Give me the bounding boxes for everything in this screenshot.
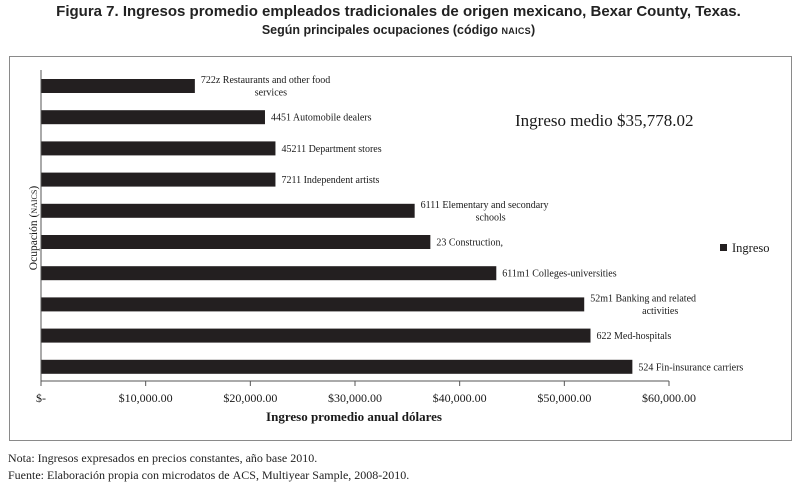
bar-label [502,269,616,280]
bar-label-line: 7211 Independent artists [281,175,380,187]
bar-label-line: 45211 Department stores [281,143,382,155]
bar [41,235,430,249]
legend-label: Ingreso [732,241,770,255]
figure-note: Nota: Ingresos expresados en precios constantes, año base 2010. [8,451,318,465]
legend-swatch [720,244,727,251]
bar [41,141,275,155]
x-tick-label: $60,000.00 [642,391,696,405]
bar-label [421,200,549,224]
bar-label-line: services [254,87,287,99]
bar-label-line: schools [475,212,506,224]
bar-label [590,293,696,317]
bar-label-line: 722z Restaurants and other food [200,75,331,86]
y-axis-label-code: NAICS [30,189,39,214]
figure-title: Figura 7. Ingresos promedio empleados tradicionales de origen mexicano, Bexar County, Texas. [56,3,741,20]
source-acs: ACS [232,468,256,482]
x-tick-label: $- [36,391,46,405]
bar [41,266,496,280]
legend [720,241,770,255]
bar-label-line: activities [642,305,679,317]
bar [41,173,275,187]
bar-label-line: 611m1 Colleges-universities [502,268,617,280]
bar-label-line: 4451 Automobile dealers [270,112,372,124]
y-axis-label [28,186,40,271]
x-axis-label: Ingreso promedio anual dólares [266,409,442,424]
bar-label-line: 23 Construction, [436,237,504,249]
bar-label [281,144,381,155]
bar [41,110,265,124]
bar-label [436,238,503,249]
x-tick-label: $30,000.00 [328,391,382,405]
source-suffix: , Multiyear Sample, 2008-2010. [255,468,410,482]
subtitle-end: ) [530,23,536,37]
bar-label-line: 52m1 Banking and related [590,293,697,305]
figure-source [8,468,409,483]
bar [41,297,584,311]
bar-label-line: 6111 Elementary and secondary [420,199,549,211]
bar-label-line: 524 Fin-insurance carriers [638,362,744,374]
bar [41,79,195,93]
bar-label [638,362,743,373]
x-tick-label: $50,000.00 [537,391,592,405]
y-axis-label-text: Ocupación ( [28,213,40,271]
bar-label [271,113,372,124]
bar [41,329,591,343]
x-tick-label: $40,000.00 [432,391,487,405]
subtitle-text: Según principales ocupaciones (código [261,23,502,37]
bar-label [201,75,330,99]
bar-label [597,331,672,342]
bar-label [281,175,379,186]
mean-income-annotation: Ingreso medio $35,778.02 [515,111,694,130]
bar [41,204,415,218]
y-axis-label-end: ) [28,185,40,190]
x-tick-label: $20,000.00 [223,391,278,405]
bar [41,360,632,374]
subtitle-code: NAICS [501,26,531,36]
bar-label-line: 622 Med-hospitals [596,331,672,343]
x-tick-label: $10,000.00 [118,391,173,405]
source-prefix: Fuente: Elaboración propia con microdatos de [8,468,233,482]
